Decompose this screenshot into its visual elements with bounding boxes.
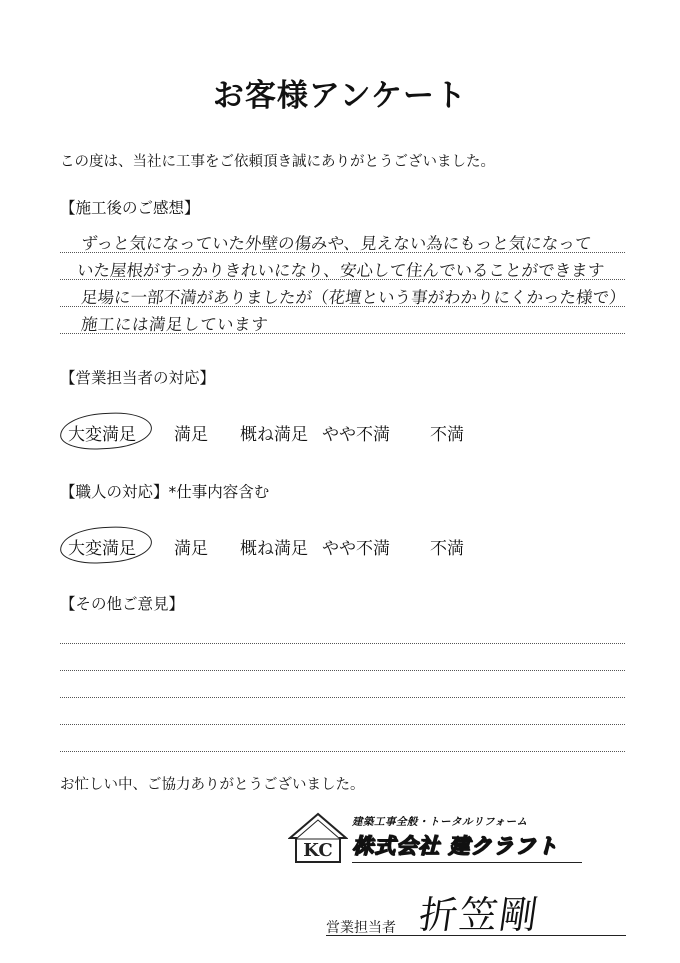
company-name: 株式会社 建クラフト xyxy=(352,834,559,858)
craftsman-option-somewhat-dissatisfied: やや不満 xyxy=(322,539,390,559)
sales-option-very-satisfied: 大変満足 xyxy=(68,425,136,445)
craftsman-option-mostly-satisfied: 概ね満足 xyxy=(240,539,308,559)
impression-line-4: 施工には満足しています xyxy=(80,315,270,334)
sales-option-satisfied: 満足 xyxy=(174,425,208,445)
impression-heading: 【施工後のご感想】 xyxy=(60,199,200,217)
craftsman-option-dissatisfied: 不満 xyxy=(430,539,464,559)
sales-heading: 【営業担当者の対応】 xyxy=(60,369,216,387)
page-title: お客様アンケート xyxy=(212,78,468,114)
intro-text: この度は、当社に工事をご依頼頂き誠にありがとうございました。 xyxy=(60,154,495,170)
other-heading: 【その他ご意見】 xyxy=(60,595,185,613)
sales-option-dissatisfied: 不満 xyxy=(430,425,464,445)
craftsman-option-satisfied: 満足 xyxy=(174,539,208,559)
impression-line-1: ずっと気になっていた外壁の傷みや、見えない為にもっと気になって xyxy=(80,234,593,253)
ruled-line xyxy=(60,697,625,698)
house-logo-icon xyxy=(288,812,348,864)
company-tagline: 建築工事全般・トータルリフォーム xyxy=(352,816,528,828)
logo-underline xyxy=(352,862,582,863)
sales-option-mostly-satisfied: 概ね満足 xyxy=(240,425,308,445)
closing-text: お忙しい中、ご協力ありがとうございました。 xyxy=(60,777,365,793)
staff-signature: 折笠剛 xyxy=(416,893,543,937)
ruled-line xyxy=(60,724,625,725)
ruled-line xyxy=(60,670,625,671)
ruled-line xyxy=(60,643,625,644)
craftsman-heading: 【職人の対応】*仕事内容含む xyxy=(60,483,270,501)
logo-mark: KC xyxy=(303,840,333,861)
staff-label: 営業担当者 xyxy=(326,920,396,936)
craftsman-option-very-satisfied: 大変満足 xyxy=(68,539,136,559)
ruled-line xyxy=(60,751,625,752)
impression-line-2: いた屋根がすっかりきれいになり、安心して住んでいることができます xyxy=(76,261,606,280)
impression-line-3: 足場に一部不満がありましたが（花壇という事がわかりにくかった様で） xyxy=(80,288,627,307)
sales-option-somewhat-dissatisfied: やや不満 xyxy=(322,425,390,445)
